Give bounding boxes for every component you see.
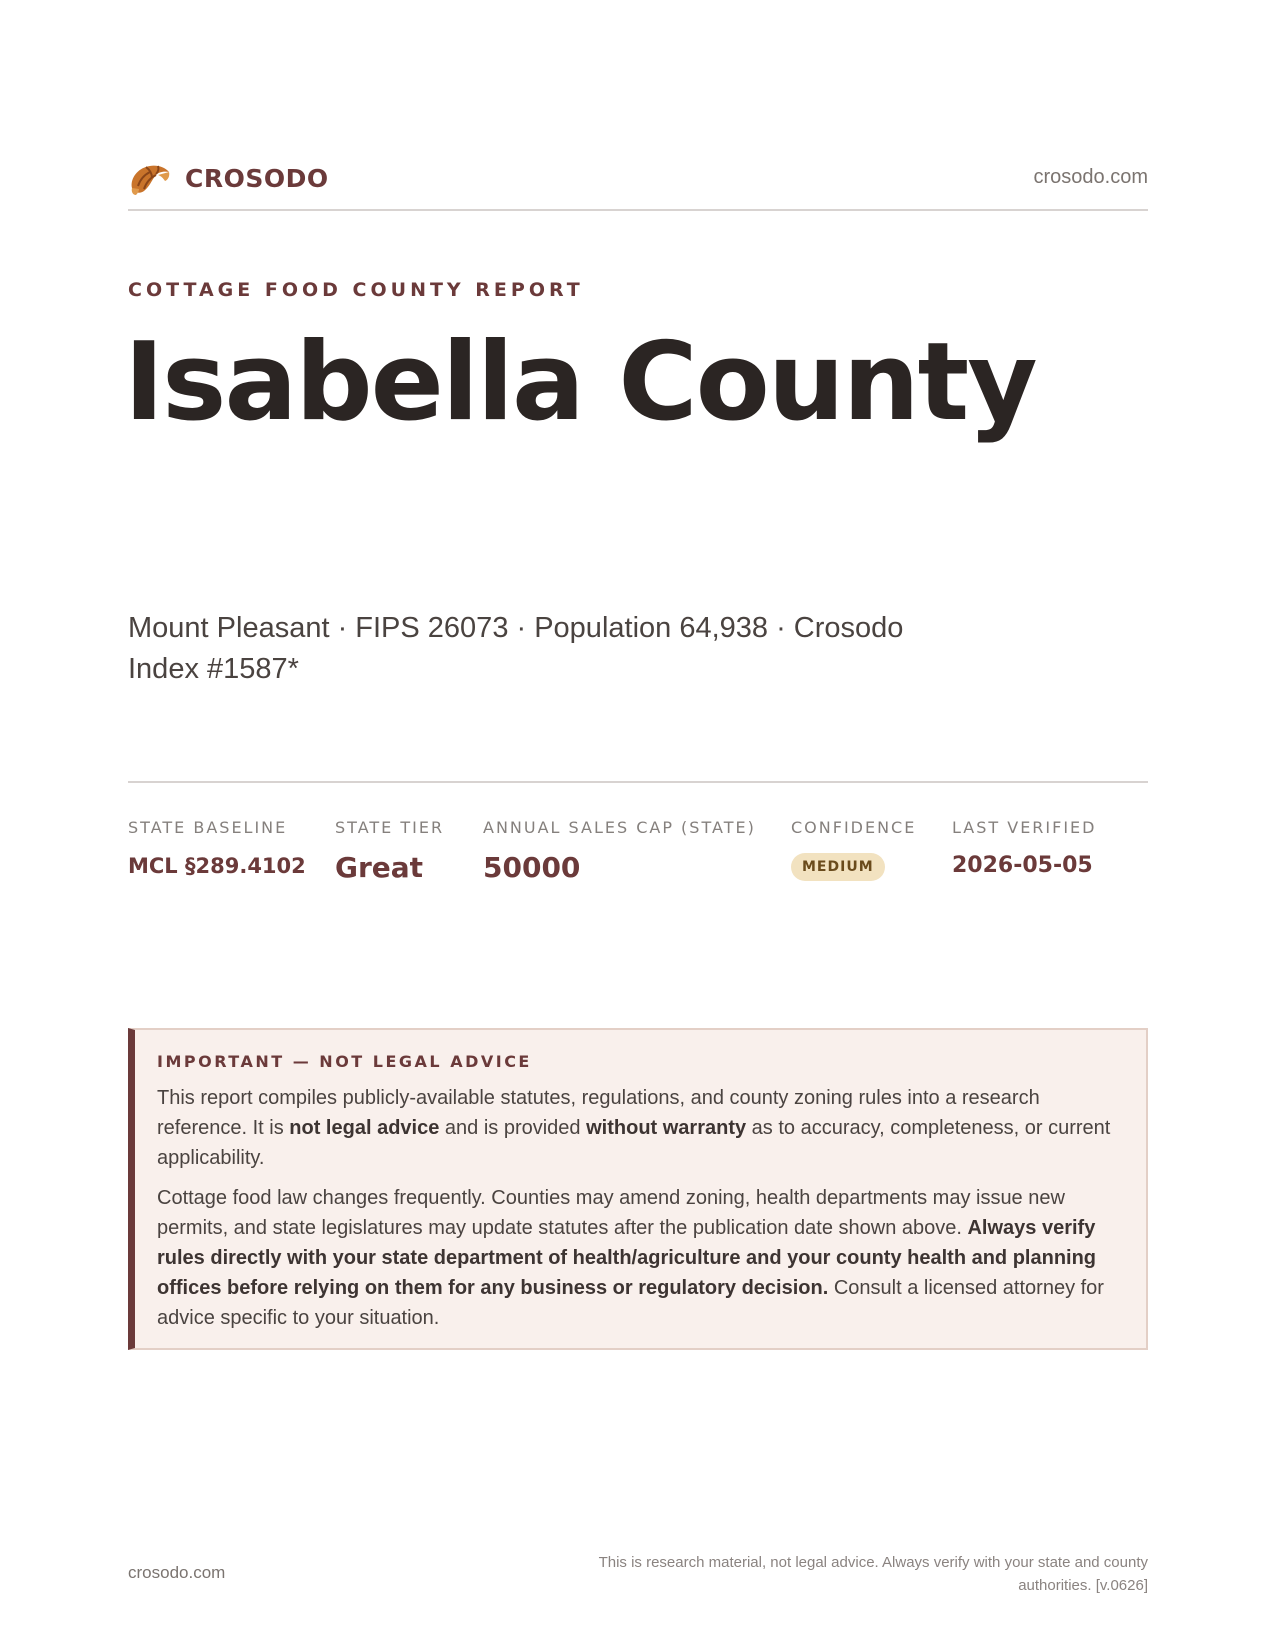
stat-value: Great [335, 851, 424, 884]
stat-state-tier [335, 818, 444, 884]
site-url[interactable]: crosodo.com [1033, 166, 1148, 188]
croissant-icon [128, 158, 172, 198]
brand-name: CROSODO [185, 164, 329, 193]
stat-label: CONFIDENCE [791, 818, 917, 837]
stat-label: LAST VERIFIED [952, 818, 1097, 837]
legal-notice [128, 1028, 1148, 1350]
stat-last-verified [952, 818, 1096, 878]
stat-label: STATE BASELINE [128, 818, 288, 837]
stat-label: ANNUAL SALES CAP (STATE) [483, 818, 756, 837]
county-subtitle: Mount Pleasant · FIPS 26073 · Population 64,938 · Crosodo Index #1587* [128, 612, 904, 685]
notice-paragraph-2: Cottage food law changes frequently. Counties may amend zoning, health departments may issue new permits, and state legislatures may update statutes after the publication date shown above. Always verify rules directly with your state department of health/agriculture and your county health and planning offices before relying on them for any business or regulatory decision. Consult a licensed attorney for advice specific to your situation. [157, 1187, 1104, 1329]
stat-state-baseline [128, 818, 306, 878]
stats-divider [128, 781, 1148, 783]
stat-sales-cap [483, 818, 756, 884]
notice-paragraph-1: This report compiles publicly-available statutes, regulations, and county zoning rules into a research reference. It is not legal advice and is provided without warranty as to accuracy, completeness, or current applicability. [157, 1087, 1111, 1169]
footer-disclaimer: This is research material, not legal advice. Always verify with your state and county authorities. [v.0626] [598, 1554, 1148, 1594]
stat-value: 2026-05-05 [952, 853, 1093, 878]
stat-confidence [791, 818, 916, 881]
page-header [128, 155, 1148, 205]
stat-label: STATE TIER [335, 818, 445, 837]
footer-site[interactable]: crosodo.com [128, 1563, 226, 1582]
report-page [124, 0, 1148, 1650]
county-title: Isabella County [124, 320, 1036, 445]
confidence-badge: MEDIUM [791, 853, 885, 881]
report-eyebrow: COTTAGE FOOD COUNTY REPORT [128, 279, 584, 301]
notice-title: IMPORTANT — NOT LEGAL ADVICE [157, 1052, 532, 1071]
stat-value: MCL §289.4102 [128, 854, 306, 878]
stat-value: 50000 [483, 851, 581, 884]
header-divider [128, 209, 1148, 211]
